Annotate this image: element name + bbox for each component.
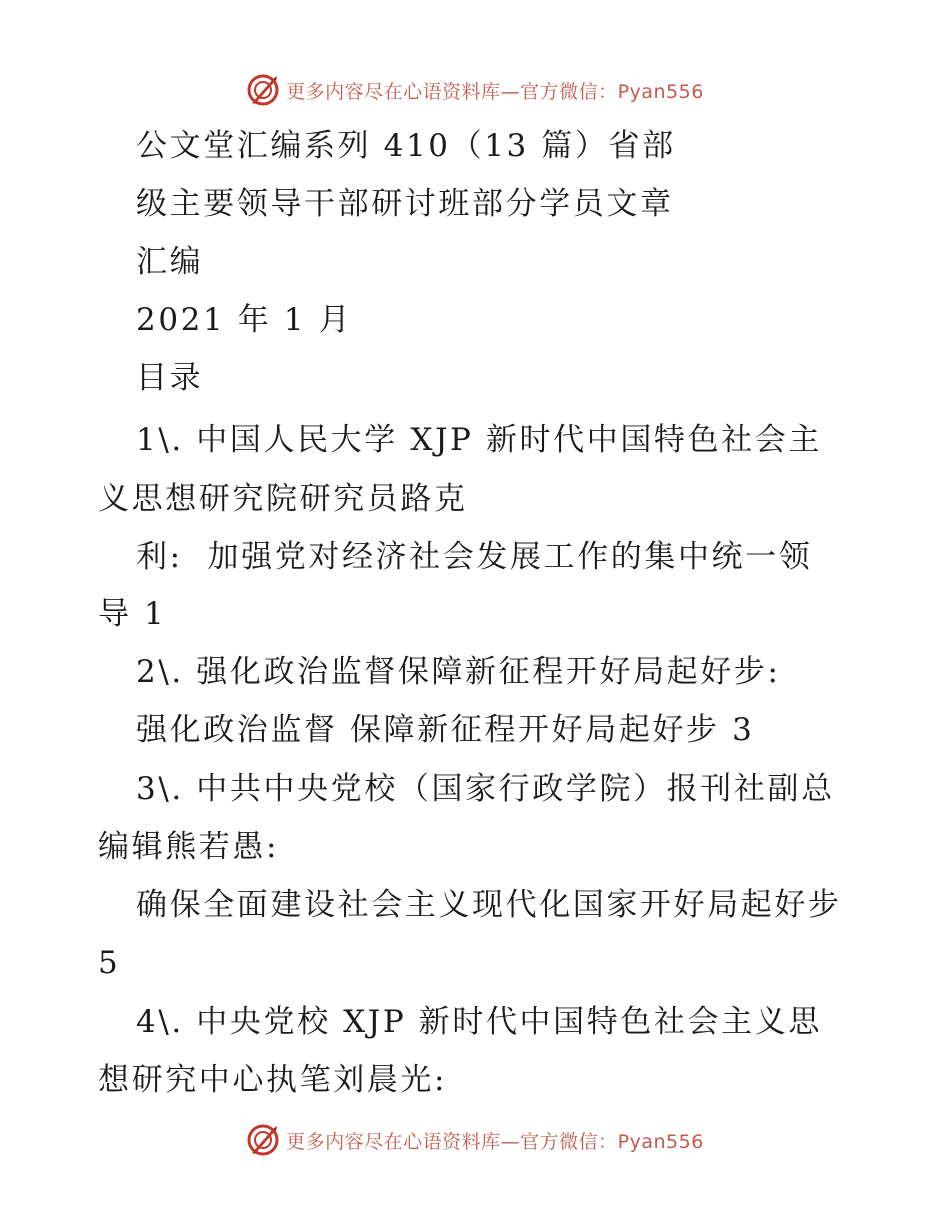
- toc-line: 利: 加强党对经济社会发展工作的集中统一领: [136, 539, 813, 575]
- toc-line: 2\. 强化政治监督保障新征程开好局起好步:: [136, 654, 781, 690]
- document-title-line-2: 级主要领导干部研讨班部分学员文章: [136, 186, 674, 222]
- toc-heading: 目录: [136, 360, 204, 396]
- toc-line: 5: [98, 945, 121, 981]
- document-date: 2021 年 1 月: [136, 302, 353, 338]
- toc-line: 强化政治监督 保障新征程开好局起好步 3: [136, 712, 755, 748]
- watermark-text: 更多内容尽在心语资料库—官方微信：Pyan556: [286, 80, 704, 103]
- quill-seal-icon: [246, 73, 280, 107]
- quill-seal-icon: [246, 1123, 280, 1157]
- document-title-line-3: 汇编: [136, 244, 204, 280]
- toc-line: 导 1: [98, 596, 167, 632]
- toc-line: 1\. 中国人民大学 XJP 新时代中国特色社会主: [136, 422, 822, 458]
- toc-line: 4\. 中央党校 XJP 新时代中国特色社会主义思: [136, 1004, 822, 1040]
- watermark-header: [0, 70, 950, 110]
- watermark-footer: [0, 1120, 950, 1160]
- toc-line: 确保全面建设社会主义现代化国家开好局起好步: [136, 887, 842, 923]
- toc-line: 想研究中心执笔刘晨光:: [98, 1062, 448, 1098]
- watermark-text: 更多内容尽在心语资料库—官方微信：Pyan556: [286, 1130, 704, 1153]
- toc-line: 编辑熊若愚:: [98, 829, 280, 865]
- toc-line: 3\. 中共中央党校（国家行政学院）报刊社副总: [136, 771, 835, 807]
- toc-line: 义思想研究院研究员路克: [98, 481, 468, 517]
- document-title-line-1: 公文堂汇编系列 410（13 篇）省部: [136, 128, 676, 164]
